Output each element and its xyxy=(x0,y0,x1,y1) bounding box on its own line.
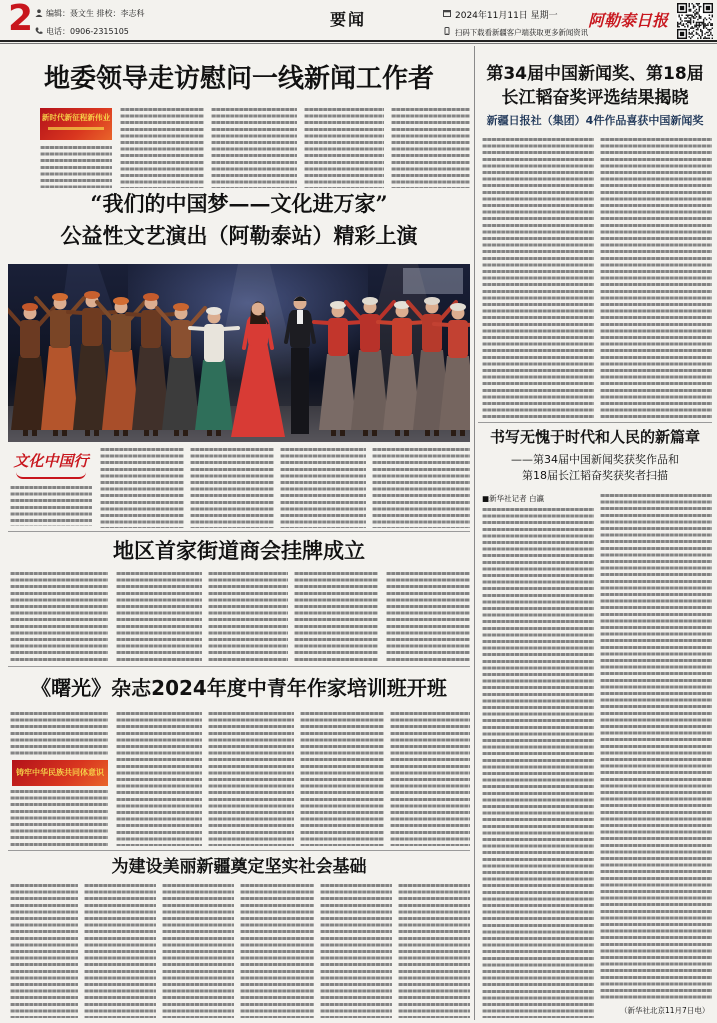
article-body-text xyxy=(100,448,184,528)
editor-line: 编辑：聂文生 排校：李志科 xyxy=(46,9,145,18)
article-body-text xyxy=(294,572,378,662)
calendar-icon xyxy=(443,9,451,17)
review-subhead-line1: ——第34届中国新闻奖获奖作品和 xyxy=(511,453,679,466)
article-body-text xyxy=(84,884,156,1018)
awards-headline-line1: 第34届中国新闻奖、第18届 xyxy=(486,64,704,84)
article-body-text xyxy=(398,884,470,1018)
unity-banner-text: 铸牢中华民族共同体意识 xyxy=(16,768,104,777)
article-body-text xyxy=(600,138,712,418)
section-divider xyxy=(8,666,470,667)
awards-subhead: 新疆日报社（集团）4件作品喜获中国新闻奖 xyxy=(486,114,704,127)
visit-banner-stripe xyxy=(48,127,104,130)
article-body-text xyxy=(10,486,92,526)
article-body-text xyxy=(40,146,112,188)
article-body-text xyxy=(372,448,470,528)
unity-banner-image xyxy=(12,760,108,786)
section-divider xyxy=(8,531,470,532)
article-body-text xyxy=(208,572,288,662)
culture-logo-swirl xyxy=(16,472,86,479)
article-body-text xyxy=(116,712,202,846)
culture-column-logo-text: 文化中国行 xyxy=(13,452,89,470)
header-rule xyxy=(0,40,717,42)
article-body-text xyxy=(240,884,314,1018)
app-promo: 扫码下载看新疆客户端获取更多新闻资讯 xyxy=(455,28,589,37)
culture-headline-line1: “我们的中国梦——文化进万家” xyxy=(90,191,388,216)
section-title: 要闻 xyxy=(330,10,367,29)
visit-headline: 地委领导走访慰问一线新闻工作者 xyxy=(43,64,434,94)
masthead-logo: 阿勒泰日报 xyxy=(588,11,669,30)
article-body-text xyxy=(10,790,108,846)
article-body-text xyxy=(116,572,202,662)
qr-code xyxy=(677,3,713,39)
article-body-text xyxy=(162,884,234,1018)
article-body-text xyxy=(300,712,384,846)
review-dateline: （新华社北京11月7日电） xyxy=(620,1006,710,1015)
review-subhead-line2: 第18届长江韬奋奖获奖者扫描 xyxy=(522,469,668,482)
article-body-text xyxy=(120,108,204,188)
visit-banner-text: 新时代新征程新伟业 xyxy=(41,113,111,122)
article-body-text xyxy=(482,508,594,1018)
stage-light-panel xyxy=(403,268,463,294)
article-body-text xyxy=(391,108,470,188)
article-body-text xyxy=(10,884,78,1018)
article-body-text xyxy=(386,572,470,662)
issue-date: 2024年11月11日 星期一 xyxy=(455,11,558,21)
article-body-text xyxy=(280,448,366,528)
phone-line: 电话：0906-2315105 xyxy=(46,27,129,36)
section-divider xyxy=(478,422,712,423)
culture-headline-line2: 公益性文艺演出（阿勒泰站）精彩上演 xyxy=(60,223,418,248)
article-body-text xyxy=(304,108,384,188)
article-body-text xyxy=(208,712,294,846)
mobile-app-icon xyxy=(443,27,451,35)
review-byline: ■新华社记者 白瀛 xyxy=(482,494,544,503)
article-body-text xyxy=(320,884,392,1018)
article-body-text xyxy=(600,494,712,1002)
article-body-text xyxy=(390,712,470,846)
section-divider xyxy=(8,850,470,851)
header-rule-thin xyxy=(0,43,717,44)
article-body-text xyxy=(10,572,108,662)
article-body-text xyxy=(190,448,274,528)
visit-banner-image xyxy=(40,108,112,140)
awards-headline-line2: 长江韬奋奖评选结果揭晓 xyxy=(501,88,689,108)
article-body-text xyxy=(482,138,594,418)
article-body-text xyxy=(10,712,108,756)
review-headline: 书写无愧于时代和人民的新篇章 xyxy=(489,428,700,446)
column-separator xyxy=(474,46,475,1020)
phone-icon xyxy=(35,27,43,35)
article-body-text xyxy=(211,108,297,188)
culture-column-logo xyxy=(10,450,92,480)
editor-person-icon xyxy=(35,9,43,17)
page-number: 2 xyxy=(8,0,34,39)
shuguang-headline: 《曙光》杂志2024年度中青年作家培训班开班 xyxy=(31,676,447,700)
chamber-headline: 地区首家街道商会挂牌成立 xyxy=(113,538,365,563)
performance-photo xyxy=(8,264,470,442)
xinjiang-headline: 为建设美丽新疆奠定坚实社会基础 xyxy=(111,857,367,877)
